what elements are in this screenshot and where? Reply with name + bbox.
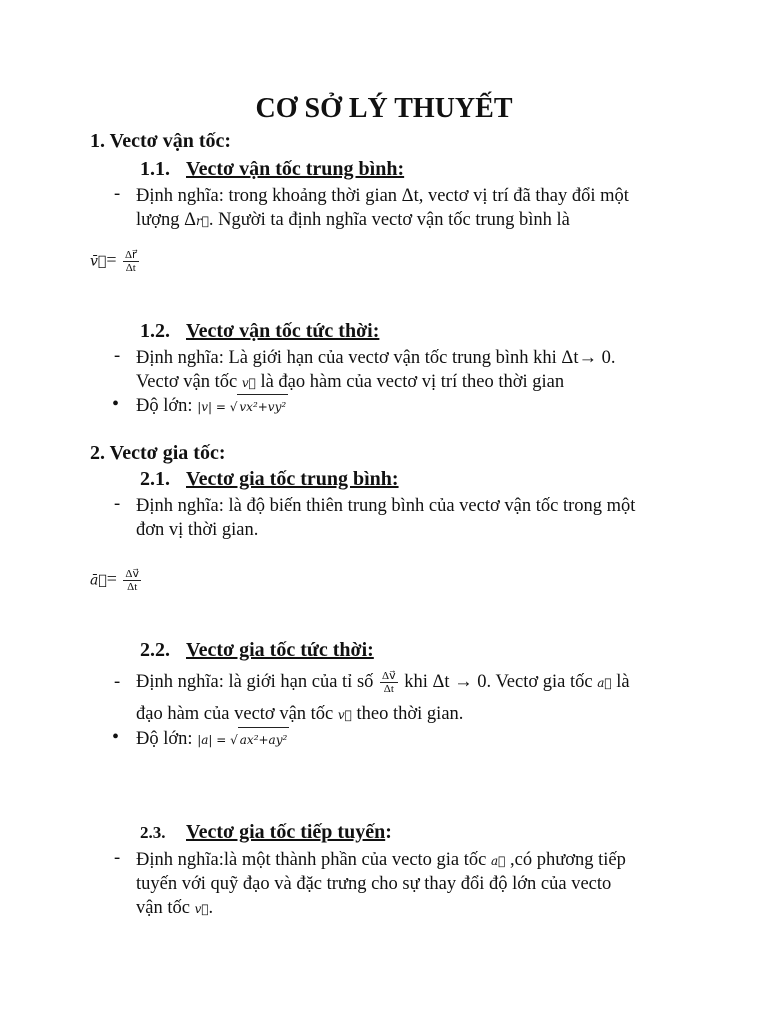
section-1-heading: 1. Vectơ vận tốc: (90, 130, 232, 152)
text-span: lượng Δ (136, 210, 196, 230)
vector-r-symbol: r⃗ (195, 214, 209, 228)
section-2-3-heading (140, 821, 392, 844)
section-title: Vectơ gia tốc trung bình: (186, 468, 399, 490)
section-title: Vectơ vận tốc tức thời: (186, 320, 380, 342)
magnitude-lhs: |v| = √ (197, 400, 238, 414)
section-number: 2.2. (140, 639, 170, 661)
numerator: Δr⃗ (124, 249, 137, 261)
text-span: đạo hàm của vectơ vận tốc (136, 704, 334, 724)
formula-lhs: ā⃗ (90, 572, 107, 589)
paragraph-line (136, 664, 630, 701)
dash-marker: - (114, 672, 121, 692)
text-span: là đạo hàm của vectơ vị trí theo thời gian (260, 372, 565, 392)
section-title: Vectơ gia tốc tiếp tuyến (186, 821, 386, 843)
vector-a-symbol: a⃗ (491, 854, 506, 868)
paragraph-line (136, 370, 564, 395)
average-velocity-formula: v̄⃗= $\frac{\Delta r⃗}{\Delta t}$ (90, 249, 137, 274)
magnitude-radicand: ax²+ay² (238, 727, 290, 752)
section-1-1-heading (140, 158, 404, 181)
page-title: CƠ SỞ LÝ THUYẾT (255, 93, 513, 124)
section-number: 1.2. (140, 320, 170, 342)
magnitude-line (136, 727, 289, 752)
text-span: Định nghĩa: là giới hạn của tỉ số (136, 672, 374, 692)
dash-marker: - (114, 184, 121, 204)
section-number: 2.1. (140, 468, 170, 490)
text-span: . (208, 898, 214, 918)
text-span: theo thời gian. (356, 704, 464, 724)
text-span: Định nghĩa:là một thành phần của vecto gia tốc (136, 850, 487, 870)
magnitude-label: Độ lớn: (136, 729, 193, 749)
magnitude-lhs: |a| = √ (197, 733, 238, 747)
section-2-heading: 2. Vectơ gia tốc: (90, 442, 226, 464)
vector-v-symbol: v⃗ (194, 902, 209, 916)
paragraph-line: Định nghĩa: Là giới hạn của vectơ vận tốc trung bình khi Δt→ 0. (136, 348, 616, 368)
text-span: là (616, 672, 630, 692)
section-2-2-heading (140, 639, 374, 662)
text-span: khi Δt → 0. Vectơ gia tốc (404, 672, 593, 692)
fraction (380, 670, 398, 695)
numerator: Δv⃗ (125, 568, 139, 580)
section-2-1-heading (140, 468, 399, 491)
vector-v-symbol: v⃗ (337, 708, 352, 722)
dash-marker: - (114, 494, 121, 514)
text-span: . Người ta định nghĩa vectơ vận tốc trung bình là (208, 210, 570, 230)
bullet-marker: • (112, 393, 120, 415)
section-1-2-heading (140, 320, 379, 343)
denominator: Δt (383, 683, 394, 696)
fraction (123, 568, 141, 593)
text-span: ,có phương tiếp (509, 850, 626, 870)
section-title: Vectơ gia tốc tức thời: (186, 639, 374, 661)
paragraph-line (136, 896, 213, 921)
paragraph-line (136, 702, 463, 727)
denominator: Δt (125, 262, 136, 274)
bullet-marker: • (112, 726, 120, 748)
average-acceleration-formula: ā⃗= $\frac{\Delta v⃗}{\Delta t}$ (90, 568, 139, 593)
formula-lhs: v̄⃗ (90, 253, 107, 270)
dash-marker: - (114, 346, 121, 366)
paragraph-line: Định nghĩa: là độ biến thiên trung bình của vectơ vận tốc trong một (136, 496, 636, 516)
section-number: 1.1. (140, 158, 170, 180)
paragraph-line: tuyến với quỹ đạo và đặc trưng cho sự thay đổi độ lớn của vecto (136, 874, 612, 894)
vector-v-symbol: v⃗ (241, 376, 256, 390)
paragraph-line (136, 208, 570, 233)
magnitude-line (136, 394, 288, 419)
numerator: Δv⃗ (382, 670, 396, 683)
vector-a-symbol: a⃗ (597, 676, 612, 690)
paragraph-line: đơn vị thời gian. (136, 520, 259, 540)
fraction (123, 249, 139, 274)
heading-colon: : (385, 821, 392, 843)
dash-marker: - (114, 848, 121, 868)
text-span: vận tốc (136, 898, 190, 918)
paragraph-line: Định nghĩa: trong khoảng thời gian Δt, vectơ vị trí đã thay đổi một (136, 186, 629, 206)
magnitude-label: Độ lớn: (136, 396, 193, 416)
magnitude-radicand: vx²+vy² (237, 394, 288, 419)
section-number: 2.3. (140, 823, 166, 842)
denominator: Δt (127, 581, 138, 593)
paragraph-line (136, 848, 626, 873)
text-span: Vectơ vận tốc (136, 372, 238, 392)
section-title: Vectơ vận tốc trung bình: (186, 158, 405, 180)
